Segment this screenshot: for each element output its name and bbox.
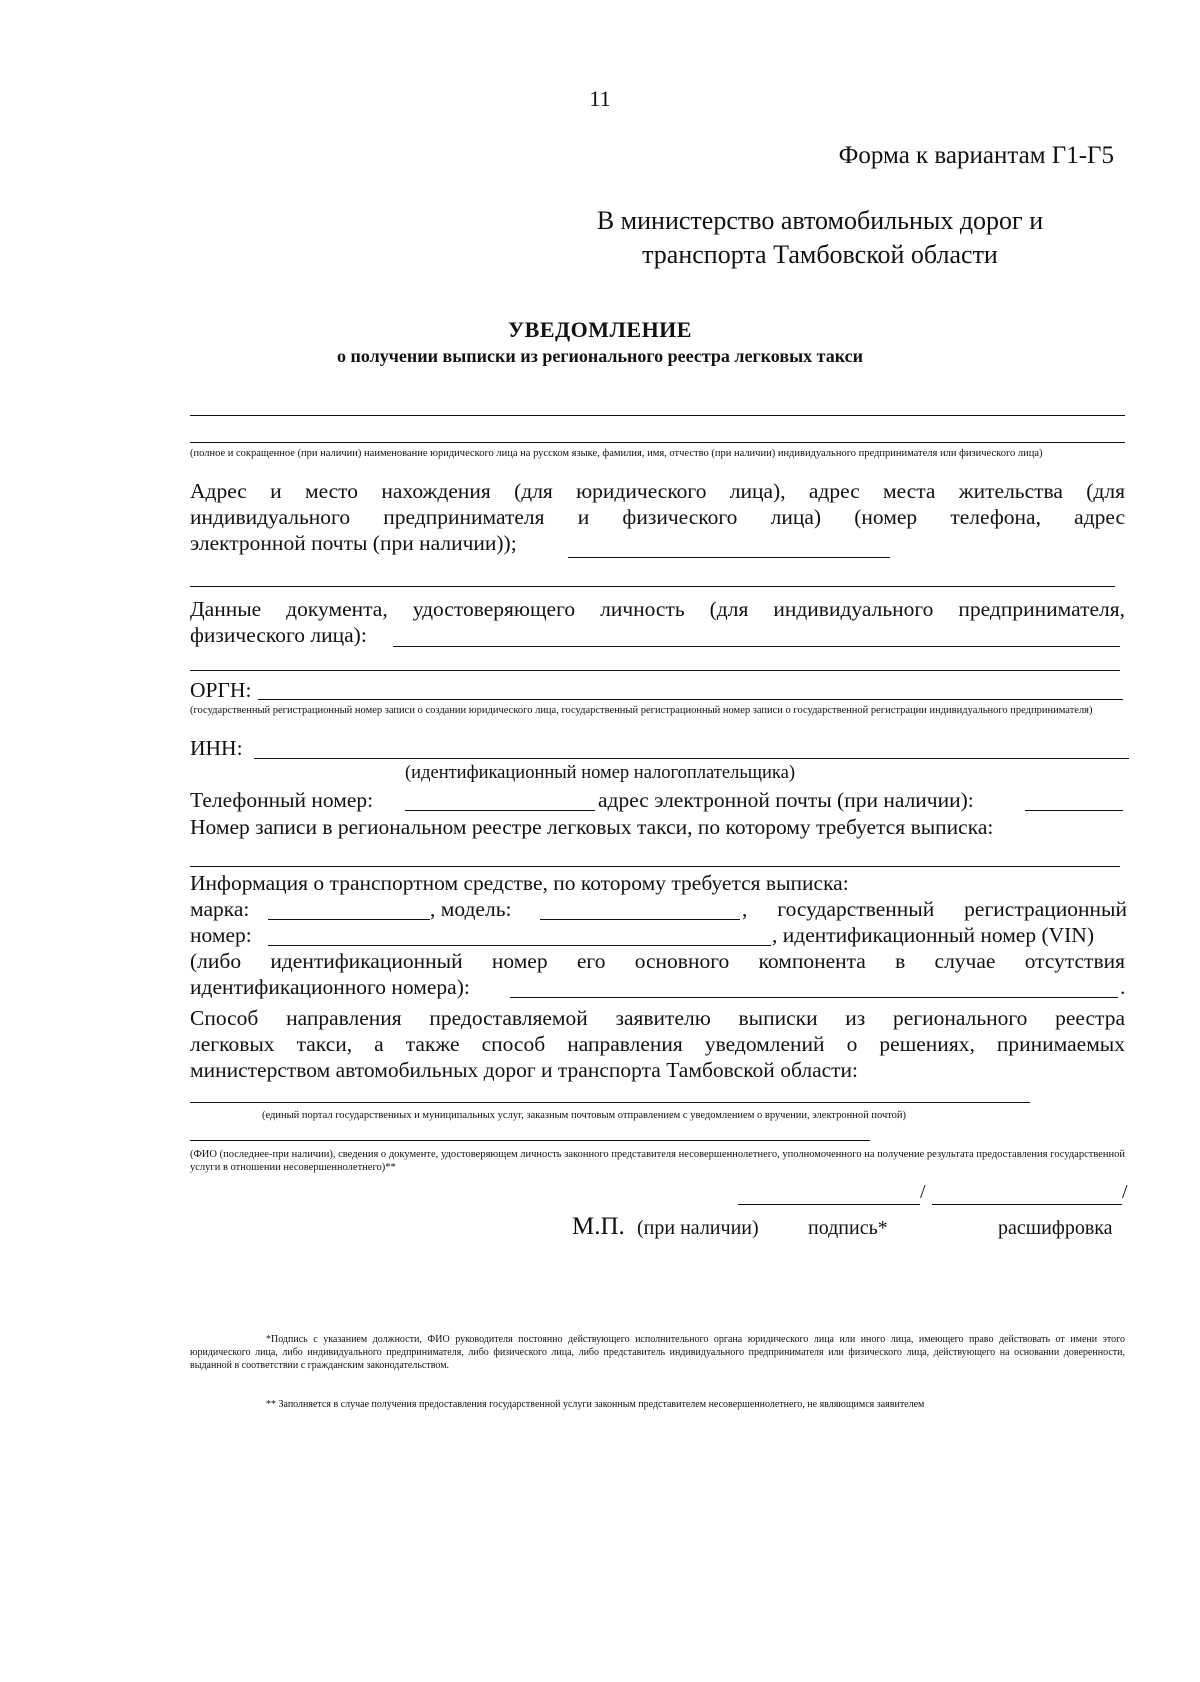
vin-field[interactable]	[510, 997, 1118, 998]
applicant-name-line-1[interactable]	[190, 415, 1125, 416]
document-subtitle: о получении выписки из регионального реестра легковых такси	[337, 346, 863, 366]
vin-end-dot: .	[1120, 975, 1126, 999]
delivery-caption: (единый портал государственных и муниципальных услуг, заказным почтовым отправлением с уведомлением о вручении, электронной почтой)	[262, 1110, 907, 1121]
email-label: адрес электронной почты (при наличии):	[598, 788, 974, 812]
page-number: 11	[589, 86, 611, 111]
footnote-1: *Подпись с указанием должности, ФИО руководителя постоянно действующего исполнительного органа юридического лица или иного лица, имеющего право действовать от имени этого юридического лица, либо индивидуального предпринимателя, либо физического лица, либо представитель индивидуального предпринимателя или физического лица, действующего на основании доверенности, выданной в соответствии с гражданским законодательством.	[190, 1334, 1125, 1371]
vin-alt-line: (либо идентификационный номер его основного компонента в случае отсутствия	[190, 949, 1125, 973]
model-field[interactable]	[540, 919, 740, 920]
ogrn-label: ОРГН:	[190, 678, 252, 702]
stamp-note: (при наличии)	[637, 1217, 759, 1239]
inn-label: ИНН:	[190, 736, 243, 760]
number-label: номер:	[190, 923, 252, 947]
model-label: , модель:	[430, 897, 512, 921]
document-title: УВЕДОМЛЕНИЕ	[508, 317, 692, 342]
recipient-block	[560, 204, 1080, 272]
registry-record-field[interactable]	[190, 866, 1120, 867]
vin-label: , идентификационный номер (VIN)	[772, 923, 1094, 947]
ogrn-field[interactable]	[258, 699, 1123, 700]
identity-label-line-1: Данные документа, удостоверяющего личность (для индивидуального предпринимателя,	[190, 597, 1125, 621]
signature-slash-2: /	[1122, 1181, 1128, 1203]
ogrn-caption: (государственный регистрационный номер записи о создании юридического лица, государственный регистрационный номер записи о государственной регистрации индивидуального предпринимателя)	[190, 705, 1093, 716]
regnum-label: , государственный регистрационный	[742, 897, 1127, 921]
inn-caption: (идентификационный номер налогоплательщика)	[405, 763, 795, 783]
inn-field[interactable]	[254, 758, 1129, 759]
vin-alt-label: идентификационного номера):	[190, 975, 470, 999]
decoding-field[interactable]	[932, 1204, 1122, 1205]
signature-slash-1: /	[920, 1181, 926, 1203]
delivery-field[interactable]	[190, 1102, 1030, 1103]
signature-label: подпись*	[808, 1217, 888, 1239]
address-field[interactable]	[568, 557, 890, 558]
signature-field[interactable]	[738, 1204, 920, 1205]
identity-field-line-2[interactable]	[190, 670, 1120, 671]
phone-label: Телефонный номер:	[190, 788, 374, 812]
recipient-line-2: транспорта Тамбовской области	[642, 240, 998, 269]
applicant-name-line-2[interactable]	[190, 442, 1125, 443]
delivery-line-3: министерством автомобильных дорог и транспорта Тамбовской области:	[190, 1058, 859, 1082]
phone-field[interactable]	[405, 810, 595, 811]
representative-caption: (ФИО (последнее-при наличии), сведения о документе, удостоверяющем личность законного представителя несовершеннолетнего, уполномоченного на получение результата предоставления государственной услуги в отношении несовершеннолетнего)**	[190, 1149, 1125, 1173]
representative-field[interactable]	[190, 1140, 870, 1141]
brand-label: марка:	[190, 897, 250, 921]
applicant-caption: (полное и сокращенное (при наличии) наименование юридического лица на русском языке, фамилия, имя, отчество (при наличии) индивидуального предпринимателя или физического лица)	[190, 448, 1043, 459]
recipient-line-1: В министерство автомобильных дорог и	[596, 206, 1044, 235]
form-reference: Форма к вариантам Г1-Г5	[838, 142, 1114, 169]
registry-record-label: Номер записи в региональном реестре легковых такси, по которому требуется выписка:	[190, 815, 994, 839]
number-field[interactable]	[268, 945, 771, 946]
stamp-label: М.П.	[572, 1213, 625, 1240]
brand-field[interactable]	[268, 919, 430, 920]
vehicle-heading: Информация о транспортном средстве, по которому требуется выписка:	[190, 871, 849, 895]
address-label-line-3: электронной почты (при наличии));	[190, 531, 517, 555]
delivery-line-2: легковых такси, а также способ направления уведомлений о решениях, принимаемых	[190, 1032, 1125, 1056]
decoding-label: расшифровка	[998, 1217, 1113, 1239]
delivery-line-1: Способ направления предоставляемой заявителю выписки из регионального реестра	[190, 1006, 1125, 1030]
identity-label-line-2: физического лица):	[190, 623, 367, 647]
address-label-line-1: Адрес и место нахождения (для юридического лица), адрес места жительства (для	[190, 479, 1125, 503]
address-label-line-2: индивидуального предпринимателя и физического лица) (номер телефона, адрес	[190, 505, 1125, 529]
address-field-line-2[interactable]	[190, 586, 1115, 587]
identity-field[interactable]	[393, 646, 1120, 647]
footnote-2: ** Заполняется в случае получения предоставления государственной услуги законным представителем несовершеннолетнего, не являющимся заявителем	[266, 1399, 925, 1410]
email-field[interactable]	[1025, 810, 1123, 811]
